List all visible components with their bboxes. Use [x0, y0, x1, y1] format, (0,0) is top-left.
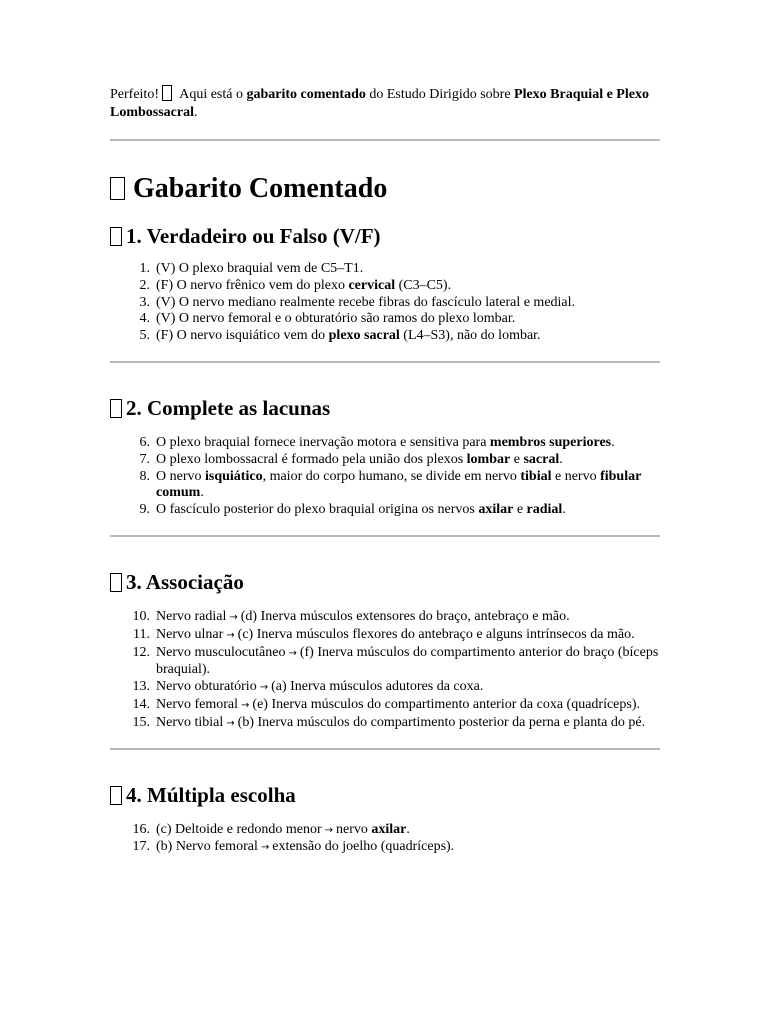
arrow-icon: → — [259, 682, 269, 694]
list-item — [110, 452, 660, 469]
item-number: 17. — [132, 839, 150, 855]
section-heading-text: 3. Associação — [126, 569, 244, 594]
item-text: O fascículo posterior do plexo braquial origina os nervos — [156, 502, 479, 518]
item-text: . — [611, 434, 615, 450]
arrow-icon: → — [324, 824, 333, 836]
item-text: Nervo tibial — [156, 714, 224, 730]
item-number: 5. — [139, 328, 150, 344]
item-bold-text: cervical — [348, 277, 396, 293]
section-heading — [110, 223, 660, 249]
item-number: 7. — [139, 451, 150, 467]
answer-list — [110, 822, 660, 858]
section-heading — [110, 782, 660, 808]
item-number: 16. — [132, 821, 150, 837]
intro-bold-text: Plexo Braquial e Plexo Lombossacral — [110, 87, 649, 120]
item-text: (c) Deltoide e redondo menor — [156, 821, 322, 837]
intro-text: . — [194, 105, 198, 120]
item-number: 6. — [139, 434, 150, 450]
item-number: 8. — [139, 468, 150, 484]
item-text: (V) O nervo femoral e o obturatório são ramos do plexo lombar. — [156, 311, 516, 327]
arrow-icon: → — [226, 629, 235, 641]
item-number: 9. — [139, 502, 150, 518]
intro-text: do Estudo Dirigido sobre — [365, 87, 515, 102]
list-item — [110, 627, 660, 645]
missing-emoji-icon — [110, 786, 122, 805]
item-bold-text: isquiático — [205, 468, 263, 484]
item-bold-text: lombar — [466, 451, 511, 467]
list-item — [110, 311, 660, 328]
item-text: , maior do corpo humano, se divide em nervo — [262, 468, 521, 484]
section-heading-text: 4. Múltipla escolha — [126, 782, 296, 807]
item-text: Nervo femoral — [156, 696, 239, 712]
item-text: Nervo obturatório — [156, 679, 257, 695]
missing-emoji-icon — [162, 85, 172, 101]
item-number: 13. — [132, 679, 150, 695]
intro-text: Perfeito! — [110, 87, 163, 102]
list-item — [110, 261, 660, 278]
item-text: (C3–C5). — [395, 277, 452, 293]
arrow-icon: → — [288, 647, 297, 659]
item-number: 12. — [132, 644, 150, 660]
item-text: extensão do joelho (quadríceps). — [272, 839, 455, 855]
item-text: (d) Inerva músculos extensores do braço, antebraço e mão. — [240, 608, 570, 624]
list-item — [110, 697, 660, 715]
arrow-icon: → — [241, 699, 250, 711]
item-text: e nervo — [551, 468, 601, 484]
page-title — [110, 172, 660, 206]
item-text: (c) Inerva músculos flexores do antebraço e alguns intrínsecos da mão. — [237, 626, 635, 642]
item-text: nervo — [336, 821, 372, 837]
item-number: 10. — [132, 608, 150, 624]
list-item — [110, 715, 660, 733]
item-number: 4. — [139, 311, 150, 327]
item-bold-text: plexo sacral — [328, 328, 400, 344]
document-content — [110, 85, 660, 857]
item-text: . — [200, 485, 204, 501]
divider — [110, 748, 660, 750]
item-text: (V) O plexo braquial vem de C5–T1. — [156, 261, 364, 276]
answer-list — [110, 609, 660, 733]
item-text: . — [406, 821, 410, 837]
list-item — [110, 469, 660, 503]
list-item — [110, 679, 660, 697]
list-item — [110, 435, 660, 452]
item-text: (F) O nervo frênico vem do plexo — [156, 277, 349, 293]
item-text: O plexo lombossacral é formado pela união dos plexos — [156, 451, 467, 467]
intro-bold-text: gabarito comentado — [246, 87, 366, 102]
item-text: (a) Inerva músculos adutores da coxa. — [271, 679, 484, 695]
item-bold-text: tibial — [520, 468, 552, 484]
item-number: 14. — [132, 696, 150, 712]
item-number: 2. — [139, 277, 150, 293]
item-text: (L4–S3), não do lombar. — [399, 328, 541, 344]
list-item — [110, 645, 660, 680]
missing-emoji-icon — [110, 573, 122, 592]
item-text: (b) Inerva músculos do compartimento posterior da perna e planta do pé. — [237, 714, 646, 730]
page-title-text: Gabarito Comentado — [133, 173, 388, 204]
list-item — [110, 328, 660, 345]
item-text: (F) O nervo isquiático vem do — [156, 328, 329, 344]
item-bold-text: sacral — [523, 451, 560, 467]
item-bold-text: fibular comum — [156, 468, 642, 501]
section-heading — [110, 569, 660, 595]
item-number: 15. — [132, 714, 150, 730]
arrow-icon: → — [229, 611, 238, 623]
item-text: Nervo ulnar — [156, 626, 224, 642]
item-bold-text: radial — [526, 502, 563, 518]
arrow-icon: → — [226, 717, 235, 729]
answer-list — [110, 435, 660, 519]
list-item — [110, 502, 660, 519]
item-text: . — [559, 451, 563, 467]
missing-emoji-icon — [110, 177, 125, 200]
intro-text: Aqui está o — [176, 87, 247, 102]
divider — [110, 139, 660, 141]
item-text: (b) Nervo femoral — [156, 839, 258, 855]
item-text: (f) Inerva músculos do compartimento anterior do braço (bíceps braquial). — [156, 644, 659, 678]
missing-emoji-icon — [110, 399, 122, 418]
item-text: O nervo — [156, 468, 205, 484]
section-heading — [110, 395, 660, 421]
item-bold-text: axilar — [371, 821, 407, 837]
intro-paragraph — [110, 85, 660, 122]
item-text: O plexo braquial fornece inervação motora e sensitiva para — [156, 434, 490, 450]
section-heading-text: 1. Verdadeiro ou Falso (V/F) — [126, 224, 381, 248]
item-text: . — [562, 502, 566, 518]
item-text: e — [513, 502, 527, 518]
missing-emoji-icon — [110, 227, 122, 246]
item-number: 11. — [133, 626, 150, 642]
item-number: 1. — [139, 261, 150, 276]
item-text: Nervo musculocutâneo — [156, 644, 286, 660]
section-heading-text: 2. Complete as lacunas — [126, 395, 331, 420]
list-item — [110, 839, 660, 857]
divider — [110, 361, 660, 363]
divider — [110, 535, 660, 537]
list-item — [110, 822, 660, 840]
list-item — [110, 295, 660, 312]
answer-list — [110, 261, 660, 345]
arrow-icon: → — [260, 842, 270, 854]
list-item — [110, 278, 660, 295]
item-text: (V) O nervo mediano realmente recebe fibras do fascículo lateral e medial. — [156, 294, 576, 310]
item-bold-text: membros superiores — [489, 434, 612, 450]
item-text: e — [510, 451, 524, 467]
item-bold-text: axilar — [478, 502, 514, 518]
item-text: (e) Inerva músculos do compartimento anterior da coxa (quadríceps). — [252, 696, 640, 712]
item-number: 3. — [139, 294, 150, 310]
list-item — [110, 609, 660, 627]
item-text: Nervo radial — [156, 608, 227, 624]
